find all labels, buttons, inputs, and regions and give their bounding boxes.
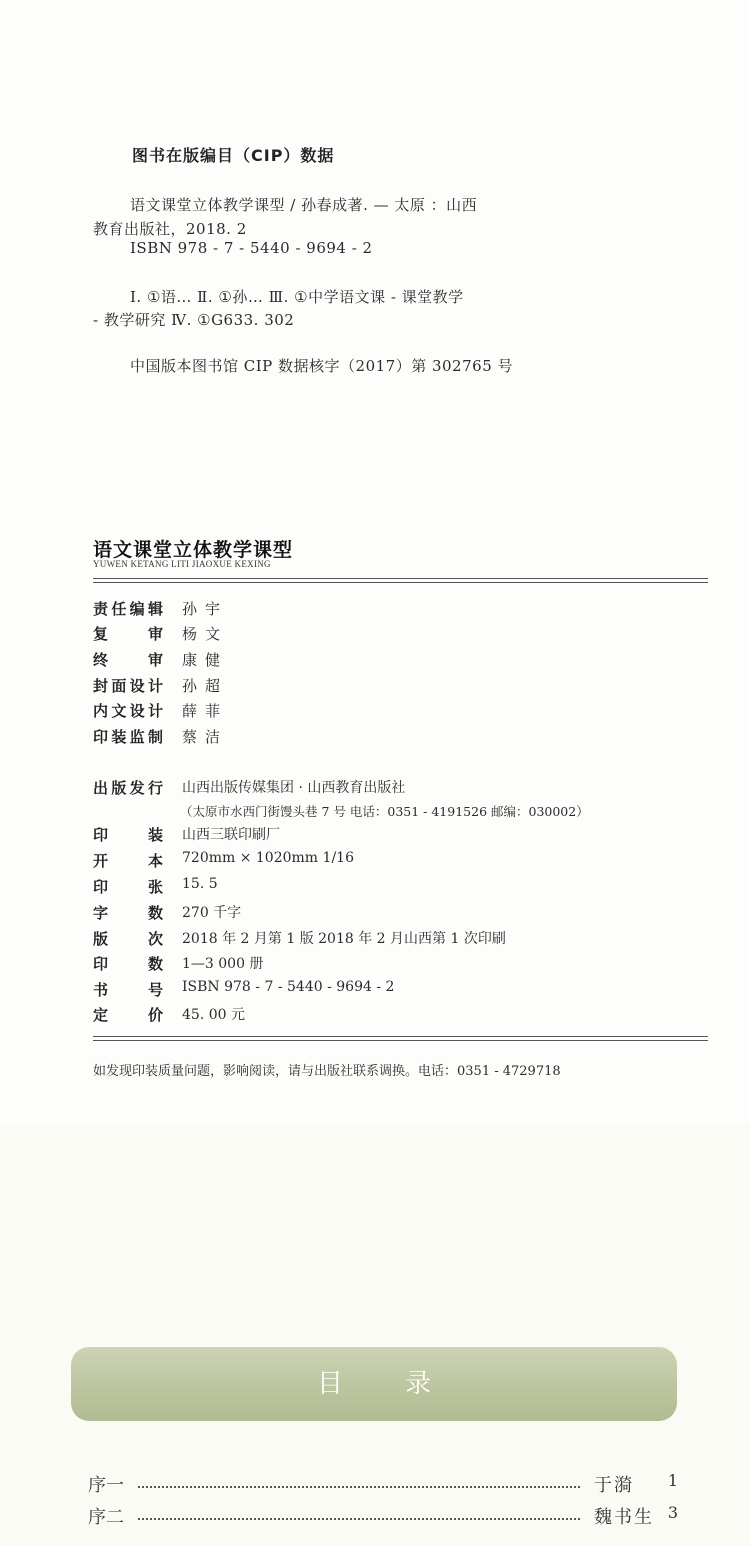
contact-notice: 如发现印装质量问题，影响阅读，请与出版社联系调换。电话：0351 - 4729718 [93, 1064, 561, 1079]
credit-name: 孙超 [182, 677, 229, 695]
cip-line-2: 教育出版社，2018. 2 [93, 220, 247, 238]
toc-entry-page: 1 [667, 1471, 678, 1490]
cip-line-1: 语文课堂立体教学课型 / 孙春成著. — 太原 ：山西 [130, 196, 478, 214]
toc-entry-label: 序二 [88, 1507, 124, 1528]
credit-label: 责任编辑 [93, 600, 163, 618]
credit-label: 终审 [93, 651, 163, 669]
spec-value: 1—3 000 册 [182, 956, 264, 972]
toc-leader-dots [138, 1518, 580, 1520]
divider-rule [93, 1036, 708, 1037]
book-pinyin: YUWEN KETANG LITI JIAOXUE KEXING [93, 559, 271, 569]
credit-label: 内文设计 [93, 702, 163, 720]
toc-entry-author: 于漪 [594, 1475, 634, 1496]
credit-name: 蔡洁 [182, 728, 229, 746]
divider-rule [93, 578, 708, 579]
toc-entry-author: 魏书生 [594, 1507, 654, 1528]
toc-entry[interactable] [88, 1503, 678, 1527]
spec-value: 720mm × 1020mm 1/16 [182, 850, 354, 866]
spec-label: 版次 [93, 930, 163, 948]
spec-value: 山西三联印刷厂 [182, 827, 280, 843]
toc-banner [71, 1347, 677, 1421]
credit-name: 杨文 [182, 625, 229, 643]
cip-classification-2: - 教学研究 Ⅳ. ①G633. 302 [93, 311, 295, 329]
publisher-address: （太原市水西门街馒头巷 7 号 电话：0351 - 4191526 邮编：030002） [180, 804, 589, 819]
toc-entry[interactable] [88, 1471, 678, 1495]
book-title: 语文课堂立体教学课型 [93, 539, 294, 561]
spec-label: 印数 [93, 955, 163, 973]
cip-title: 图书在版编目（CIP）数据 [132, 146, 335, 165]
credit-name: 康健 [182, 651, 229, 669]
credit-name: 薛菲 [182, 702, 229, 720]
spec-value: 15. 5 [182, 876, 218, 892]
spec-label: 开本 [93, 852, 163, 870]
divider-rule [93, 1040, 708, 1041]
credit-label: 复审 [93, 625, 163, 643]
cip-isbn: ISBN 978 - 7 - 5440 - 9694 - 2 [130, 239, 373, 257]
publisher-name: 山西出版传媒集团 · 山西教育出版社 [182, 780, 406, 796]
spec-label: 印张 [93, 878, 163, 896]
spec-label: 书号 [93, 981, 163, 999]
cip-record-number: 中国版本图书馆 CIP 数据核字（2017）第 302765 号 [130, 357, 514, 375]
spec-value: 2018 年 2 月第 1 版 2018 年 2 月山西第 1 次印刷 [182, 931, 506, 947]
divider-rule [93, 582, 708, 583]
credit-label: 封面设计 [93, 677, 163, 695]
spec-value: 45. 00 元 [182, 1007, 245, 1023]
spec-value: 270 千字 [182, 905, 242, 921]
publisher-label: 出版发行 [93, 779, 163, 797]
spec-label: 印装 [93, 826, 163, 844]
toc-title: 目录 [316, 1369, 493, 1399]
credit-name: 孙宇 [182, 600, 229, 618]
credit-label: 印装监制 [93, 728, 163, 746]
cip-classification-1: Ⅰ. ①语… Ⅱ. ①孙… Ⅲ. ①中学语文课 - 课堂教学 [130, 288, 464, 306]
toc-entry-page: 3 [667, 1503, 678, 1522]
spec-label: 字数 [93, 904, 163, 922]
toc-leader-dots [138, 1486, 580, 1488]
toc-entry-label: 序一 [88, 1475, 124, 1496]
spec-value: ISBN 978 - 7 - 5440 - 9694 - 2 [182, 979, 395, 995]
spec-label: 定价 [93, 1006, 163, 1024]
